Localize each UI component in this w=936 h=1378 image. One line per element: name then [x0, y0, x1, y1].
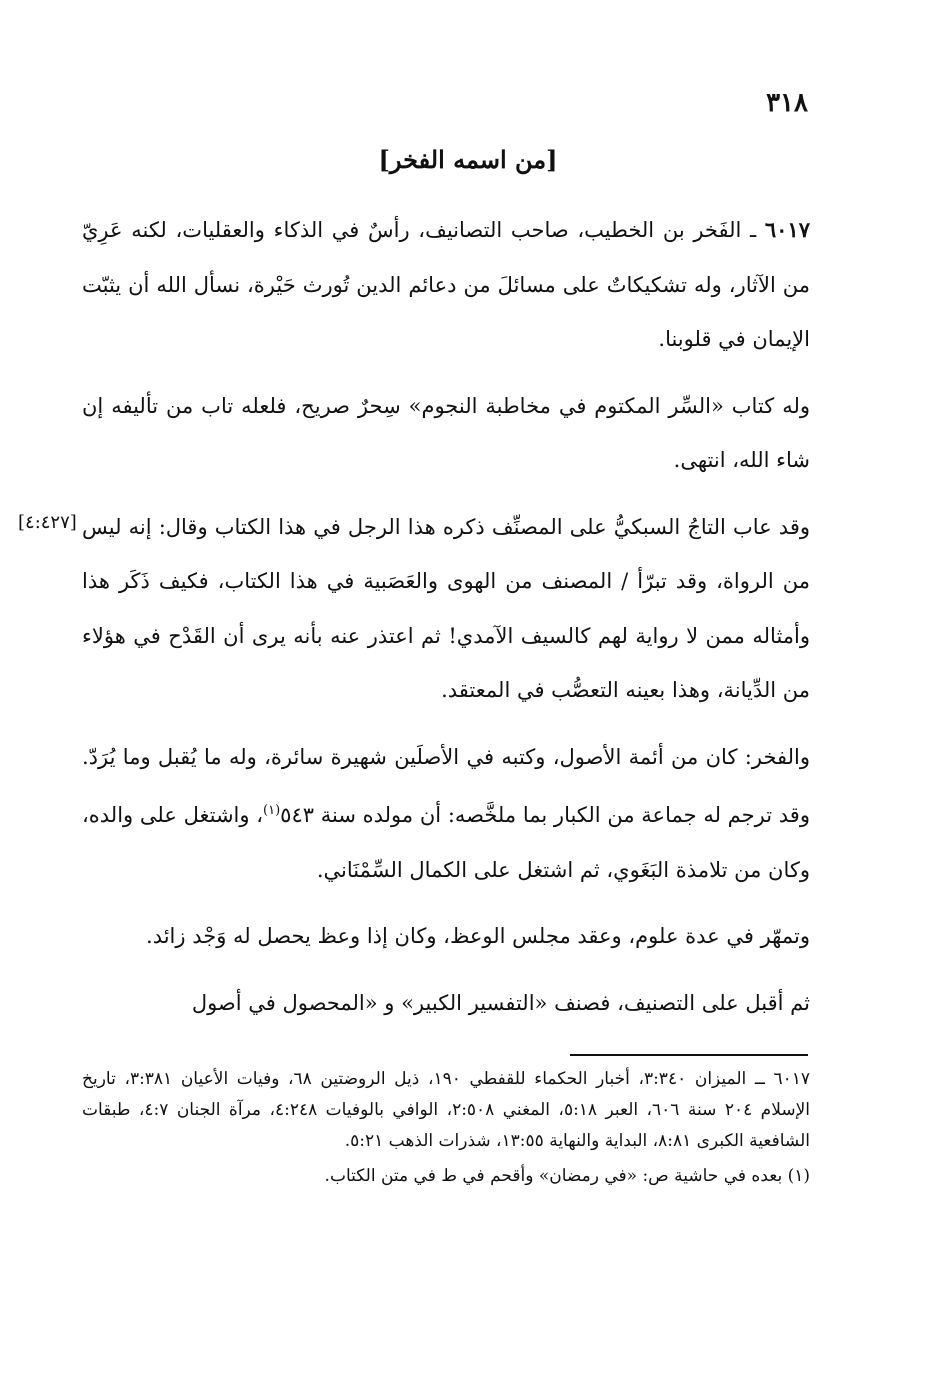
footnote-sources: ٦٠١٧ ــ الميزان ٣:٣٤٠، أخبار الحكماء للقفطي ١٩٠، ذيل الروضتين ٦٨، وفيات الأعيان ٣:٣٨١، تاريخ الإسلام ٢٠٤ سنة ٦٠٦، العبر ٥:١٨، المغني ٢:٥٠٨، الوافي بالوفيات ٤:٢٤٨، مرآة الجنان ٤:٧، طبقات الشافعية الكبرى ٨:٨١، البداية والنهاية ١٣:٥٥، شذرات الذهب ٥:٢١.	[82, 1069, 811, 1151]
paragraph-text: والفخر: كان من أئمة الأصول، وكتبه في الأصلَين شهيرة سائرة، وله ما يُقبل وما يُرَدّ. وقد ترجم له جماعة من الكبار بما ملخَّصه: أن مولده سنة ٥٤٣	[82, 744, 810, 827]
section-heading: [من اسمه الفخر]	[378, 145, 558, 174]
footnote-divider	[570, 1054, 808, 1056]
paragraph-text: ـ الفَخر بن الخطيب، صاحب التصانيف، رأسٌ في الذكاء والعقليات، لكنه عَرِيّ من الآثار، وله تشكيكاتٌ على مسائلَ من دعائم الدين تُورث حَيْرة، نسأل الله أن يثبّت الإيمان في قلوبنا.	[82, 218, 810, 351]
paragraph-entry	[82, 203, 810, 367]
paragraph: ثم أقبل على التصنيف، فصنف «التفسير الكبير» و «المحصول في أصول	[191, 990, 810, 1015]
page-number: ٣١٨	[766, 88, 808, 118]
paragraph: وقد عاب التاجُ السبكيُّ على المصنِّف ذكره هذا الرجل في هذا الكتاب وقال: إنه ليس من الرواة، وقد تبرّأ / المصنف من الهوى والعَصَبية في هذا الكتاب، فكيف ذَكَر هذا وأمثاله ممن لا رواية لهم كالسيف الآمدي! ثم اعتذر عنه بأنه يرى أن القَدْح في هؤلاء من الدِّيانة، وهذا بعينه التعصُّب في المعتقد.	[82, 514, 810, 702]
main-text	[18, 203, 810, 1042]
paragraph	[82, 730, 810, 898]
footnote-marker: (١)	[263, 803, 281, 818]
paragraph: وتمهّر في عدة علوم، وعقد مجلس الوعظ، وكان إذا وعظ يحصل له وَجْد زائد.	[146, 924, 810, 948]
paragraph: وله كتاب «السِّر المكتوم في مخاطبة النجوم» سِحرٌ صريح، فلعله تاب من تأليفه إن شاء الله، انتهى.	[82, 393, 810, 472]
entry-number: ٦٠١٧	[764, 217, 810, 242]
footnote: (١) بعده في حاشية ص: «في رمضان» وأقحم في ط في متن الكتاب.	[324, 1166, 810, 1186]
footnotes	[82, 1064, 810, 1196]
paragraph-text: ، واشتغل على والده، وكان من تلامذة البَغَوي، ثم اشتغل على الكمال السِّمْنَاني.	[82, 803, 810, 882]
margin-volume-page-reference: [٤:٤٢٧]	[18, 512, 77, 533]
